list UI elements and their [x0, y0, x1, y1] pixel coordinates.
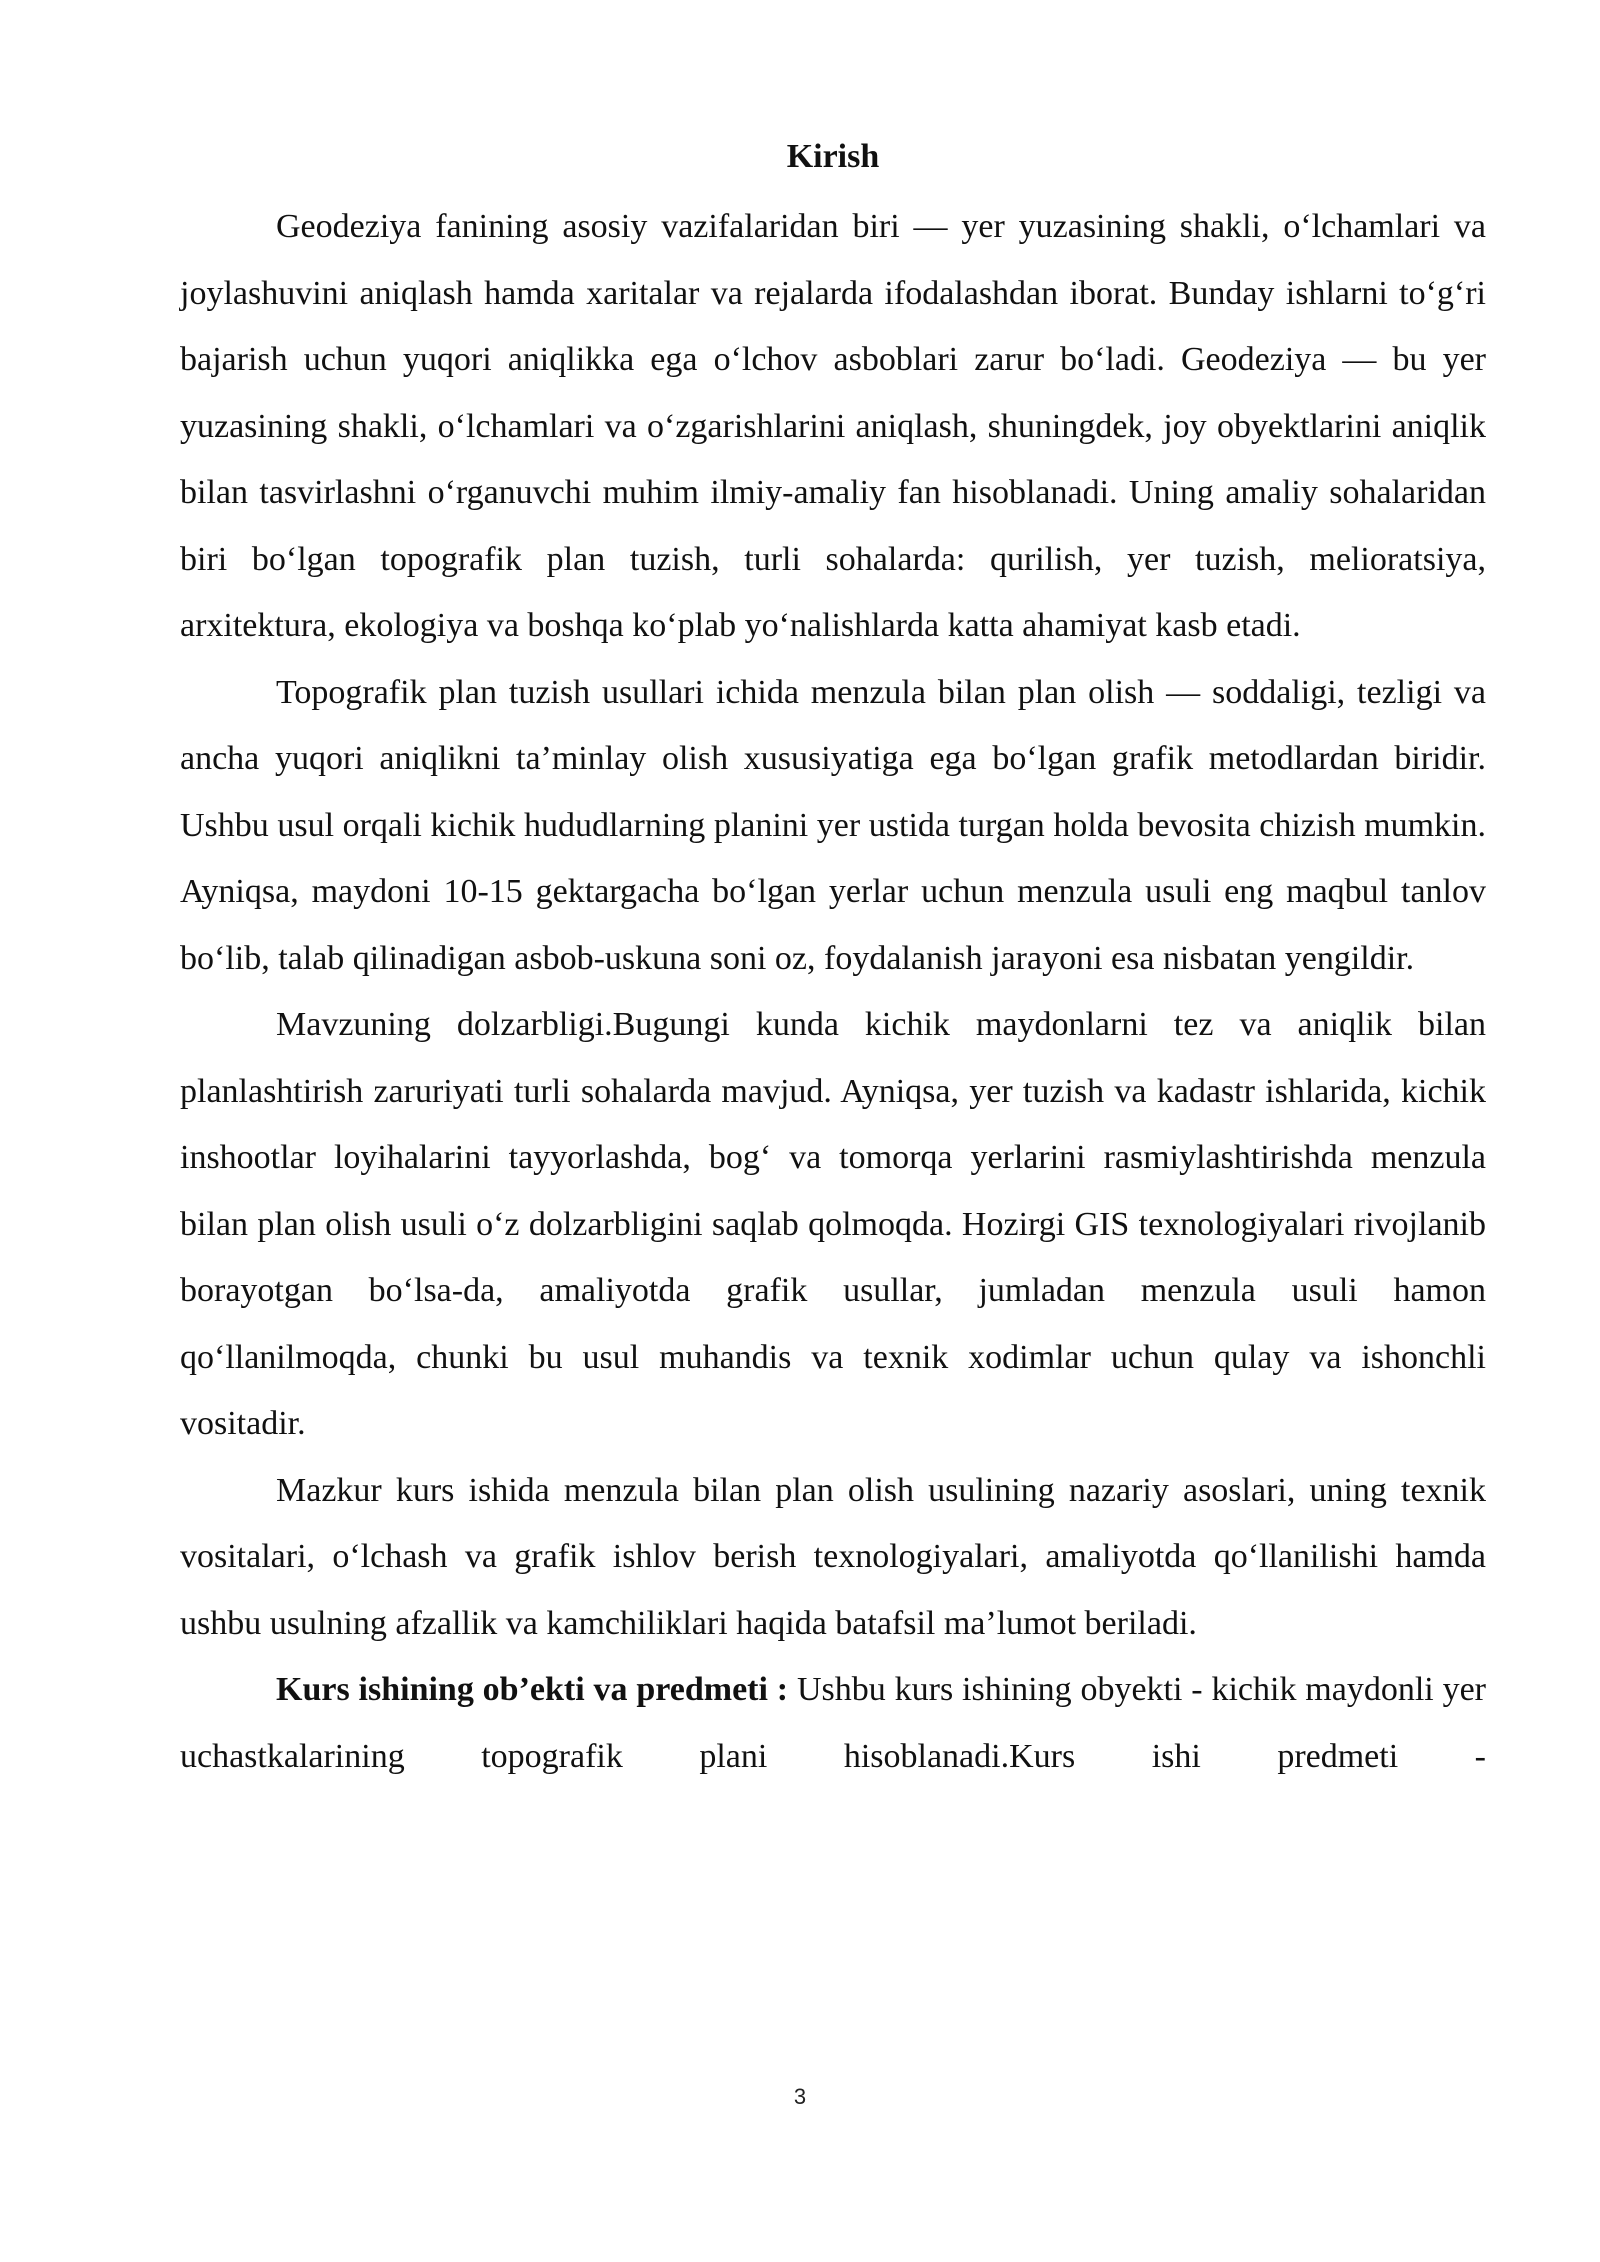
paragraph-4: Mazkur kurs ishida menzula bilan plan olish usulining nazariy asoslari, uning texnik vositalari, o‘lchash va grafik ishlov berish texnologiyalari, amaliyotda qo‘llanilishi hamda ushbu usulning afzallik va kamchiliklari haqida batafsil ma’lumot beriladi. — [180, 1471, 1486, 1642]
paragraph-5-bold-lead: Kurs ishining ob’ekti va predmeti : — [276, 1671, 789, 1708]
paragraph-5-text: Ushbu kurs ishining obyekti - kichik maydonli yer uchastkalarining topografik plani hisoblanadi.Kurs ishi predmeti - — [180, 1671, 1486, 1775]
paragraph-1: Geodeziya fanining asosiy vazifalaridan biri — yer yuzasining shakli, o‘lchamlari va joylashuvini aniqlash hamda xaritalar va rejalarda ifodalashdan iborat. Bunday ishlarni to‘g‘ri bajarish uchun yuqori aniqlikka ega o‘lchov asboblari zarur bo‘ladi. Geodeziya — bu yer yuzasining shakli, o‘lchamlari va o‘zgarishlarini aniqlash, shuningdek, joy obyektlarini aniqlik bilan tasvirlashni o‘rganuvchi muhim ilmiy-amaliy fan hisoblanadi. Uning amaliy sohalaridan biri bo‘lgan topografik plan tuzish, turli sohalarda: qurilish, yer tuzish, melioratsiya, arxitektura, ekologiya va boshqa ko‘plab yo‘nalishlarda katta ahamiyat kasb etadi. — [180, 208, 1486, 644]
paragraph-3: Mavzuning dolzarbligi.Bugungi kunda kichik maydonlarni tez va aniqlik bilan planlashtirish zaruriyati turli sohalarda mavjud. Ayniqsa, yer tuzish va kadastr ishlarida, kichik inshootlar loyihalarini tayyorlashda, bog‘ va tomorqa yerlarini rasmiylashtirishda menzula bilan plan olish usuli o‘z dolzarbligini saqlab qolmoqda. Hozirgi GIS texnologiyalari rivojlanib borayotgan bo‘lsa-da, amaliyotda grafik usullar, jumladan menzula usuli hamon qo‘llanilmoqda, chunki bu usul muhandis va texnik xodimlar uchun qulay va ishonchli vositadir. — [180, 1006, 1486, 1442]
page-number: 3 — [793, 2084, 807, 2109]
paragraph-5 — [180, 1657, 1486, 1790]
page-title: Kirish — [786, 138, 880, 175]
paragraph-2: Topografik plan tuzish usullari ichida menzula bilan plan olish — soddaligi, tezligi va ancha yuqori aniqlikni ta’minlay olish xususiyatiga ega bo‘lgan grafik metodlardan biridir. Ushbu usul orqali kichik hududlarning planini yer ustida turgan holda bevosita chizish mumkin. Ayniqsa, maydoni 10-15 gektargacha bo‘lgan yerlar uchun menzula usuli eng maqbul tanlov bo‘lib, talab qilinadigan asbob-uskuna soni oz, foydalanish jarayoni esa nisbatan yengildir. — [180, 673, 1486, 977]
document-body — [180, 128, 1486, 1790]
